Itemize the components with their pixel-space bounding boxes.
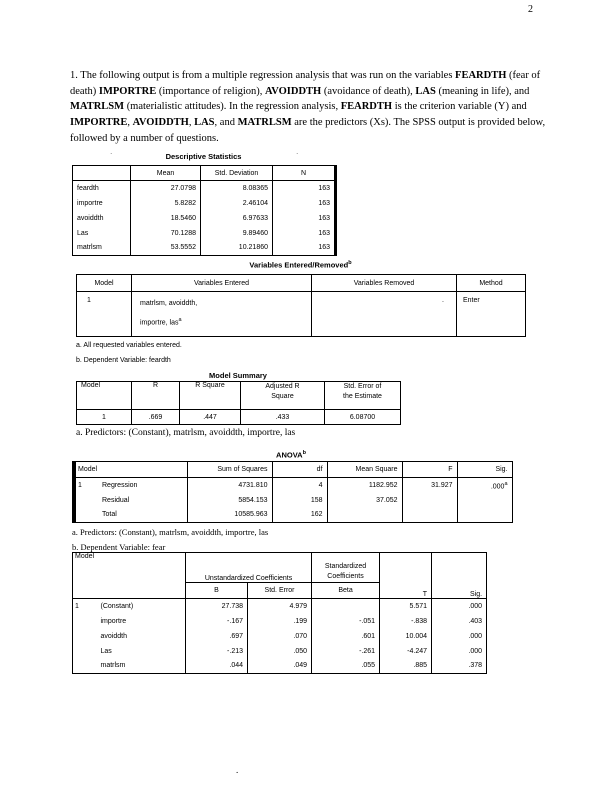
table-row	[73, 644, 487, 659]
cell-sum-of-squares: 4731.810	[187, 478, 272, 493]
footnote-b: b. Dependent Variable: feardth	[76, 357, 171, 364]
row-label: matrlsm	[100, 662, 126, 670]
cell-beta: .055	[312, 659, 380, 674]
cell-mean-square	[327, 508, 402, 523]
table-row	[73, 241, 336, 256]
row-label: matrlsm	[77, 244, 102, 252]
table-row	[77, 410, 401, 425]
row-label: Total	[102, 511, 117, 519]
table-row	[74, 508, 512, 523]
cell-mean: 53.5552	[131, 241, 201, 256]
text-segment: (meaning in life), and	[435, 85, 530, 97]
col-header-standardized-coefficients	[312, 553, 380, 583]
cell-model	[73, 659, 99, 674]
header-line: the Estimate	[343, 393, 382, 400]
cell-df: 158	[272, 493, 327, 508]
sig-value: .000	[490, 482, 505, 490]
cell-std: 9.89460	[201, 226, 273, 241]
col-header-sum-of-squares: Sum of Squares	[187, 462, 272, 478]
cell-std-error: .049	[248, 659, 312, 674]
cell-sig	[457, 508, 512, 523]
col-header-beta: Beta	[312, 583, 380, 599]
cell-model: 1	[102, 413, 106, 421]
text-segment: 1. The following output is from a multiple regression analysis that was run on the variables	[70, 70, 456, 81]
cell-b: -.213	[186, 644, 248, 659]
superscript: b	[302, 450, 306, 456]
table-header-row	[74, 462, 512, 478]
cell-sig: .403	[432, 614, 487, 629]
variable-name: AVOIDDTH	[132, 117, 189, 129]
cell-t: 5.571	[380, 599, 432, 614]
anova-footnote-b: b. Dependent Variable: fear	[72, 542, 166, 552]
cell-mean: 27.0798	[131, 181, 201, 196]
title-text: ANOVA	[276, 450, 303, 460]
table-row	[73, 659, 487, 674]
cell-sig	[457, 493, 512, 508]
row-label: Residual	[102, 496, 130, 504]
table-row	[73, 181, 336, 196]
coefficients-table	[72, 552, 487, 674]
col-header-std-error: Std. Error	[248, 583, 312, 599]
col-header-t: T	[380, 553, 432, 599]
cell-variables-entered	[132, 292, 312, 337]
col-header-variables-entered: Variables Entered	[132, 275, 312, 292]
anova-title	[72, 450, 510, 460]
col-header-unstandardized-coefficients: Unstandardized Coefficients	[186, 553, 312, 583]
text-segment: (importance of religion),	[156, 85, 266, 97]
footnote-a: a. All requested variables entered.	[76, 342, 182, 349]
col-header-sig: Sig.	[457, 462, 512, 478]
col-header-r: R	[132, 382, 180, 410]
descriptive-statistics-title: Descriptive Statistics	[165, 152, 242, 161]
stray-dot: ·	[296, 150, 299, 158]
cell-model: 1	[78, 481, 82, 489]
model-summary-footnote: a. Predictors: (Constant), matrlsm, avoiddth, importre, las	[76, 428, 296, 438]
table-row	[77, 292, 526, 337]
entered-line: matrlsm, avoiddth,	[140, 300, 198, 308]
cell-std-error: 6.08700	[325, 410, 401, 425]
header-line: Coefficients	[327, 573, 364, 580]
col-header-adjusted-r-square	[241, 382, 325, 410]
table-row	[74, 478, 512, 493]
cell-r-square: .447	[180, 410, 241, 425]
cell-model	[74, 493, 100, 508]
col-header-b: B	[186, 583, 248, 599]
cell-t: -4.247	[380, 644, 432, 659]
cell-mean: 5.8282	[131, 196, 201, 211]
cell-f: 31.927	[402, 478, 457, 493]
cell-method: Enter	[457, 292, 526, 337]
col-header-mean: Mean	[131, 166, 201, 181]
variable-name: LAS	[415, 85, 436, 97]
col-header-method: Method	[457, 275, 526, 292]
col-header-model: Model	[77, 275, 132, 292]
superscript: b	[348, 260, 352, 266]
cell-model: 1	[87, 297, 91, 304]
superscript: a	[504, 480, 508, 487]
row-label: (Constant)	[100, 602, 134, 610]
text-segment: (materialistic attitudes). In the regression analysis,	[124, 101, 341, 113]
cell-sig: .000	[432, 629, 487, 644]
col-header-n: N	[273, 166, 336, 181]
table-header-row	[73, 166, 336, 181]
page-number: 2	[528, 4, 533, 15]
table-row	[73, 599, 487, 614]
entered-line	[140, 312, 307, 331]
cell-beta	[312, 599, 380, 614]
col-header-mean-square: Mean Square	[327, 462, 402, 478]
cell-t: -.838	[380, 614, 432, 629]
text-segment: is the criterion variable (Y) and	[392, 101, 527, 113]
variable-name: MATRLSM	[237, 117, 292, 129]
cell-b: .697	[186, 629, 248, 644]
cell-r: .669	[132, 410, 180, 425]
col-header-model: Model	[73, 553, 186, 599]
variable-name: FEARDTH	[455, 70, 507, 81]
cell-sig: .378	[432, 659, 487, 674]
cell-sum-of-squares: 10585.963	[187, 508, 272, 523]
stray-dot: ·	[110, 150, 113, 158]
cell-adjusted-r-square: .433	[241, 410, 325, 425]
title-text: Variables Entered/Removed	[249, 260, 349, 270]
cell-model	[73, 644, 99, 659]
cell-std-error: .070	[248, 629, 312, 644]
cell-beta: -.261	[312, 644, 380, 659]
anova-table	[72, 461, 513, 523]
cell-n: 163	[273, 181, 336, 196]
header-line: Adjusted R	[265, 383, 300, 390]
row-label: Regression	[102, 481, 138, 489]
text-segment: ,	[188, 117, 195, 129]
cell-n: 163	[273, 196, 336, 211]
table-header-row	[73, 553, 487, 568]
col-header-model: Model	[77, 382, 132, 410]
cell-beta: .601	[312, 629, 380, 644]
cell-model: 1	[75, 602, 79, 610]
cell-f	[402, 508, 457, 523]
cell-sig: .000	[432, 599, 487, 614]
col-header-variables-removed: Variables Removed	[312, 275, 457, 292]
descriptive-statistics-table	[72, 165, 337, 256]
cell-std: 6.97633	[201, 211, 273, 226]
superscript: a	[178, 317, 182, 324]
variables-entered-removed-table	[76, 274, 526, 337]
row-label: Las	[100, 647, 112, 655]
variable-name: MATRLSM	[70, 101, 125, 113]
table-header-row	[77, 275, 526, 292]
cell-model	[73, 629, 99, 644]
col-header-sig: Sig.	[432, 553, 487, 599]
col-header-df: df	[272, 462, 327, 478]
header-line: Std. Error of	[343, 383, 382, 390]
cell-df: 162	[272, 508, 327, 523]
row-label: importre	[100, 617, 127, 625]
cell-std: 2.46104	[201, 196, 273, 211]
cell-std-error: .199	[248, 614, 312, 629]
cell-sig: .000	[432, 644, 487, 659]
cell-mean-square: 1182.952	[327, 478, 402, 493]
cell-variables-removed: .	[312, 292, 457, 337]
table-row	[73, 226, 336, 241]
table-row	[74, 493, 512, 508]
cell-t: .885	[380, 659, 432, 674]
model-summary-title: Model Summary	[209, 371, 267, 380]
row-label: avoiddth	[100, 632, 127, 640]
variable-name: AVOIDDTH	[265, 85, 322, 97]
cell-std-error: .050	[248, 644, 312, 659]
cell-t: 10.004	[380, 629, 432, 644]
cell-beta: -.051	[312, 614, 380, 629]
cell-b: 27.738	[186, 599, 248, 614]
anova-footnote-a: a. Predictors: (Constant), matrlsm, avoiddth, importre, las	[72, 527, 269, 537]
table-row	[73, 629, 487, 644]
text-segment: (avoidance of death),	[321, 85, 416, 97]
variable-name: FEARDTH	[340, 101, 393, 113]
row-label: Las	[77, 229, 89, 237]
row-label: importre	[77, 199, 103, 207]
cell-std-error: 4.979	[248, 599, 312, 614]
table-row	[73, 614, 487, 629]
cell-n: 163	[273, 211, 336, 226]
cell-b: -.167	[186, 614, 248, 629]
col-header-std-deviation: Std. Deviation	[201, 166, 273, 181]
cell-sig	[457, 478, 512, 493]
text-segment: are the predictors (Xs). The SPSS output is provided below, followed by a number of questions.	[70, 117, 546, 144]
cell-sum-of-squares: 5854.153	[187, 493, 272, 508]
cell-f	[402, 493, 457, 508]
header-line: Square	[271, 393, 294, 400]
entered-text: importre, las	[140, 319, 179, 327]
cell-mean: 70.1288	[131, 226, 201, 241]
cell-std: 10.21860	[201, 241, 273, 256]
text-segment: , and	[214, 117, 238, 129]
cell-mean-square: 37.052	[327, 493, 402, 508]
variables-table-title	[76, 260, 525, 270]
table-row	[73, 196, 336, 211]
cell-df: 4	[272, 478, 327, 493]
table-row	[73, 211, 336, 226]
cell-model	[73, 614, 99, 629]
cell-n: 163	[273, 226, 336, 241]
cell-mean: 18.5460	[131, 211, 201, 226]
col-header-std-error-estimate	[325, 382, 401, 410]
variable-name: IMPORTRE	[98, 85, 157, 97]
corner-cell	[73, 166, 131, 181]
text-segment: ,	[127, 117, 133, 129]
variable-name: IMPORTRE	[70, 117, 128, 129]
row-label: feardth	[77, 184, 99, 192]
table-header-row	[77, 382, 401, 410]
cell-std: 8.08365	[201, 181, 273, 196]
col-header-r-square: R Square	[180, 382, 241, 410]
header-line: Standardized	[324, 563, 367, 570]
col-header-model: Model	[74, 462, 187, 478]
variable-name: LAS	[194, 117, 215, 129]
model-summary-table	[76, 381, 401, 425]
cell-n: 163	[273, 241, 336, 256]
cell-b: .044	[186, 659, 248, 674]
stray-dot: .	[236, 765, 239, 775]
intro-paragraph	[70, 68, 556, 147]
col-header-f: F	[402, 462, 457, 478]
text-segment: (fear of death)	[70, 70, 541, 97]
cell-model	[74, 508, 100, 523]
row-label: avoiddth	[77, 214, 104, 222]
